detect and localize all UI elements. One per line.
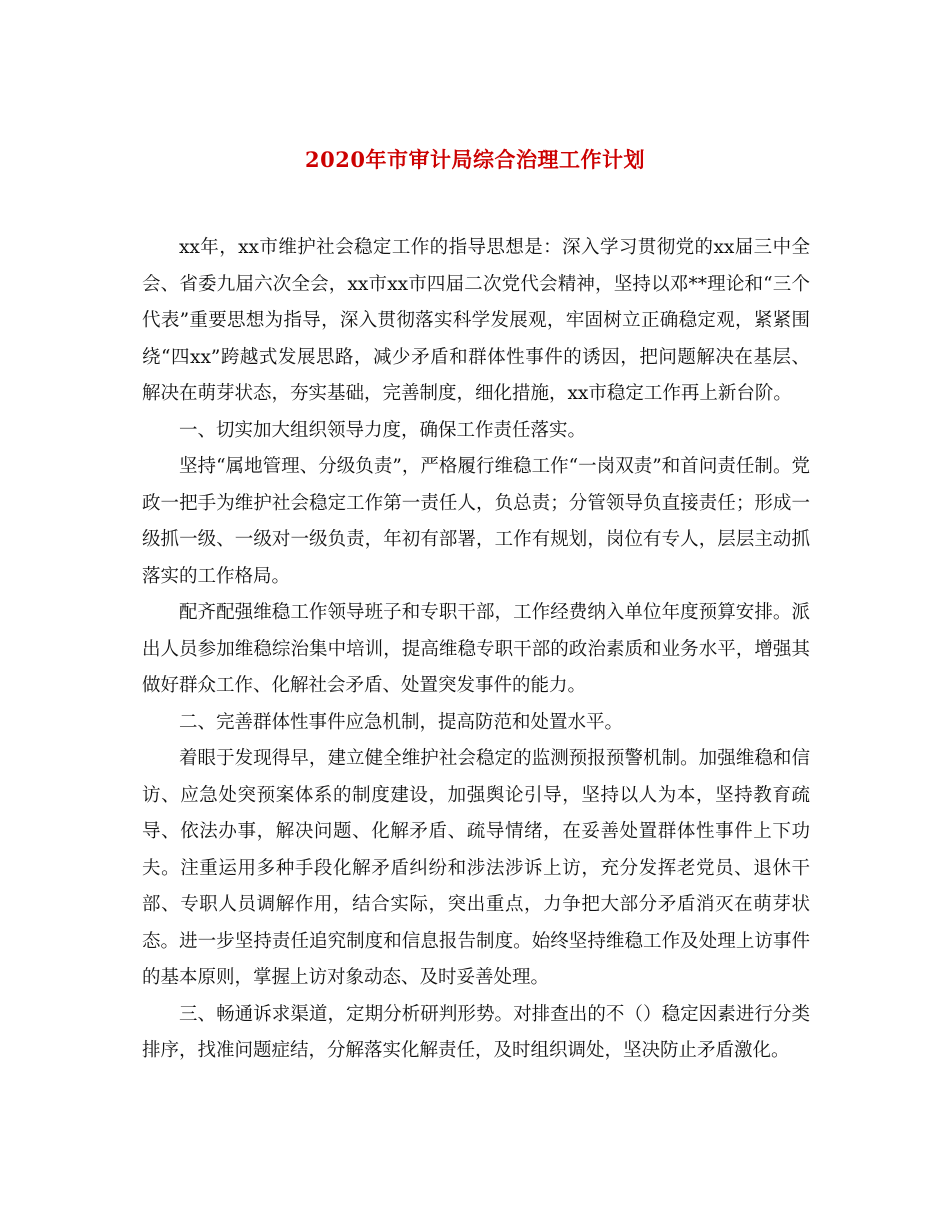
paragraph-early-warning: 着眼于发现得早，建立健全维护社会稳定的监测预报预警机制。加强维稳和信访、应急处突预案体系的制度建设，加强舆论引导，坚持以人为本，坚持教育疏导、依法办事，解决问题、化解矛盾、疏导情绪，在妥善处置群体性事件上下功夫。注重运用多种手段化解矛盾纠纷和涉法涉诉上访，充分发挥老党员、退休干部、专职人员调解作用，结合实际，突出重点，力争把大部分矛盾消灭在萌芽状态。进一步坚持责任追究制度和信息报告制度。始终坚持维稳工作及处理上访事件的基本原则，掌握上访对象动态、及时妥善处理。 <box>142 748 810 988</box>
document-title: 2020年市审计局综合治理工作计划 <box>305 147 645 172</box>
paragraph-guiding-thought: xx年，xx市维护社会稳定工作的指导思想是：深入学习贯彻党的xx届三中全会、省委九届六次全会，xx市xx市四届二次党代会精神，坚持以邓**理论和“三个代表”重要思想为指导，深入贯彻落实科学发展观，牢固树立正确稳定观，紧紧围绕“四xx”跨越式发展思路，减少矛盾和群体性事件的诱因，把问题解决在基层、解决在萌芽状态，夯实基础，完善制度，细化措施，xx市稳定工作再上新台阶。 <box>142 237 810 404</box>
paragraph-staffing: 配齐配强维稳工作领导班子和专职干部，工作经费纳入单位年度预算安排。派出人员参加维稳综治集中培训，提高维稳专职干部的政治素质和业务水平，增强其做好群众工作、化解社会矛盾、处置突发事件的能力。 <box>142 602 810 696</box>
paragraph-section-3: 三、畅通诉求渠道，定期分析研判形势。对排查出的不（）稳定因素进行分类排序，找准问题症结，分解落实化解责任，及时组织调处，坚决防止矛盾激化。 <box>142 1003 810 1061</box>
heading-section-2: 二、完善群体性事件应急机制，提高防范和处置水平。 <box>179 711 624 733</box>
paragraph-responsibility: 坚持“属地管理、分级负责”，严格履行维稳工作“一岗双责”和首问责任制。党政一把手为维护社会稳定工作第一责任人，负总责；分管领导负直接责任；形成一级抓一级、一级对一级负责，年初有部署，工作有规划，岗位有专人，层层主动抓落实的工作格局。 <box>142 456 810 587</box>
heading-section-1: 一、切实加大组织领导力度，确保工作责任落实。 <box>179 419 587 441</box>
document-body <box>142 230 810 1070</box>
